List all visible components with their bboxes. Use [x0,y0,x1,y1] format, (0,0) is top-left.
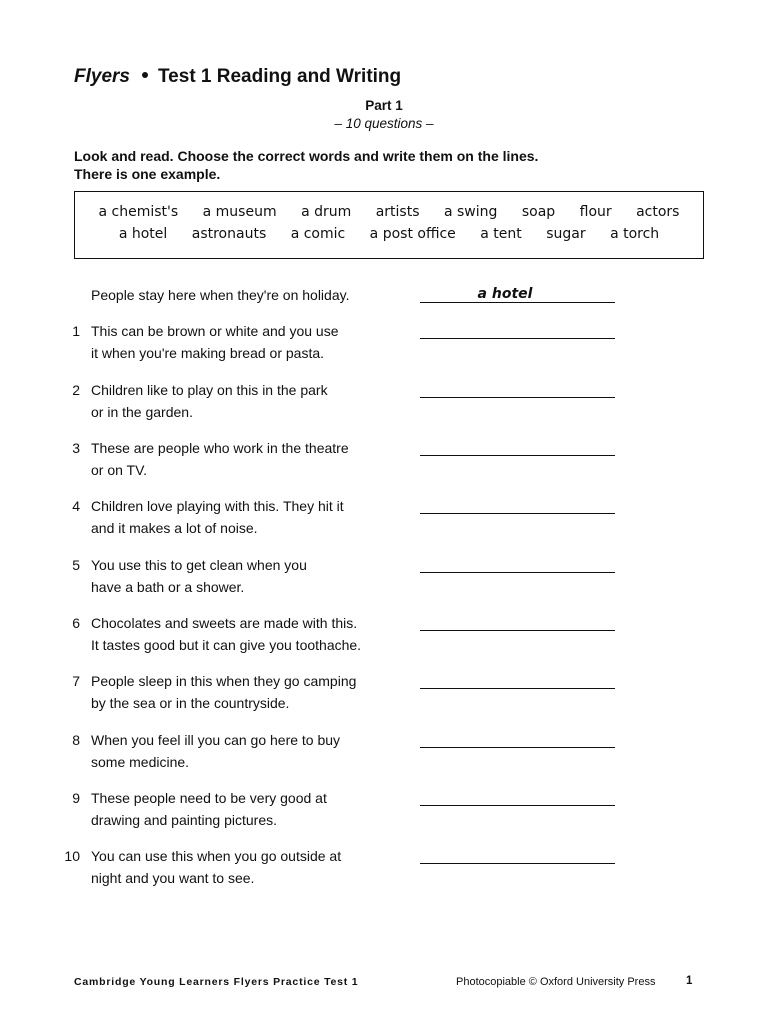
answer-line[interactable] [420,397,615,398]
question-line-2: night and you want to see. [91,870,255,886]
question-text [91,554,411,598]
answer-line[interactable] [420,338,615,339]
question-number: 4 [72,498,80,514]
question-number: 3 [72,440,80,456]
question-number: 2 [72,382,80,398]
question-line-1: People stay here when they're on holiday. [91,287,350,303]
answer-line[interactable] [420,863,615,864]
question-number: 10 [64,848,80,864]
word-option: a torch [610,226,660,242]
question-number: 5 [72,557,80,573]
instructions-line-2: There is one example. [74,166,221,182]
question-line-2: have a bath or a shower. [91,579,245,595]
word-option: a hotel [118,226,168,242]
question-text [91,437,411,481]
word-row-2 [75,226,703,242]
word-option: a tent [480,226,522,242]
word-option: a post office [369,226,456,242]
question-item [0,787,768,835]
question-line-1: This can be brown or white and you use [91,323,339,339]
question-line-2: or on TV. [91,462,148,478]
footer-copyright: Photocopiable © Oxford University Press [456,976,656,988]
question-line-1: These people need to be very good at [91,790,327,806]
answer-line[interactable] [420,630,615,631]
page-title [74,66,401,88]
question-text [91,320,411,364]
question-line-2: some medicine. [91,754,190,770]
question-item [0,495,768,543]
question-line-1: People sleep in this when they go camping [91,673,357,689]
question-text [91,787,411,831]
question-number: 6 [72,615,80,631]
question-number: 7 [72,673,80,689]
word-option: soap [521,204,556,220]
word-row-1 [75,204,703,220]
answer-line[interactable] [420,572,615,573]
word-option: actors [636,204,680,220]
question-line-1: These are people who work in the theatre [91,440,349,456]
question-item [0,320,768,368]
part-subtitle: – 10 questions – [334,116,434,131]
question-line-2: and it makes a lot of noise. [91,520,258,536]
question-number: 8 [72,732,80,748]
question-line-1: Chocolates and sweets are made with this. [91,615,358,631]
test-title: Test 1 Reading and Writing [157,66,402,87]
answer-line[interactable] [420,455,615,456]
brand-title: Flyers [74,66,130,87]
part-title: Part 1 [365,98,403,113]
question-line-2: by the sea or in the countryside. [91,695,290,711]
word-option: astronauts [191,226,267,242]
word-option: a museum [202,204,277,220]
word-option: a comic [290,226,346,242]
word-option: a drum [301,204,352,220]
question-line-1: When you feel ill you can go here to buy [91,732,341,748]
question-text [91,495,411,539]
question-item [0,437,768,485]
answer-line[interactable] [420,302,615,303]
example-answer: a hotel [477,286,533,302]
question-line-1: Children love playing with this. They hit it [91,498,344,514]
question-line-2: drawing and painting pictures. [91,812,278,828]
word-option: flour [579,204,612,220]
question-line-2: it when you're making bread or pasta. [91,345,325,361]
question-item [0,670,768,718]
question-text [91,845,411,889]
question-item [0,845,768,893]
word-option: sugar [546,226,586,242]
question-item [0,554,768,602]
bullet-icon [142,72,148,78]
question-line-1: You can use this when you go outside at [91,848,342,864]
word-box [74,191,704,259]
answer-line[interactable] [420,747,615,748]
answer-line[interactable] [420,513,615,514]
question-item [0,379,768,427]
question-line-1: Children like to play on this in the park [91,382,328,398]
question-text [91,670,411,714]
page-number: 1 [686,975,693,987]
question-number: 1 [72,323,80,339]
question-line-2: It tastes good but it can give you toothache. [91,637,362,653]
question-item [0,729,768,777]
question-text [91,284,411,306]
question-number: 9 [72,790,80,806]
instructions-line-1: Look and read. Choose the correct words and write them on the lines. [74,148,539,164]
question-item [0,612,768,660]
answer-line[interactable] [420,688,615,689]
question-line-2: or in the garden. [91,404,193,420]
question-text [91,379,411,423]
word-option: artists [375,204,420,220]
question-text [91,612,411,656]
question-text [91,729,411,773]
word-option: a swing [443,204,498,220]
word-option: a chemist's [98,204,179,220]
instructions [74,147,538,183]
footer-title: Cambridge Young Learners Flyers Practice Test 1 [74,976,359,988]
question-line-1: You use this to get clean when you [91,557,307,573]
answer-line[interactable] [420,805,615,806]
